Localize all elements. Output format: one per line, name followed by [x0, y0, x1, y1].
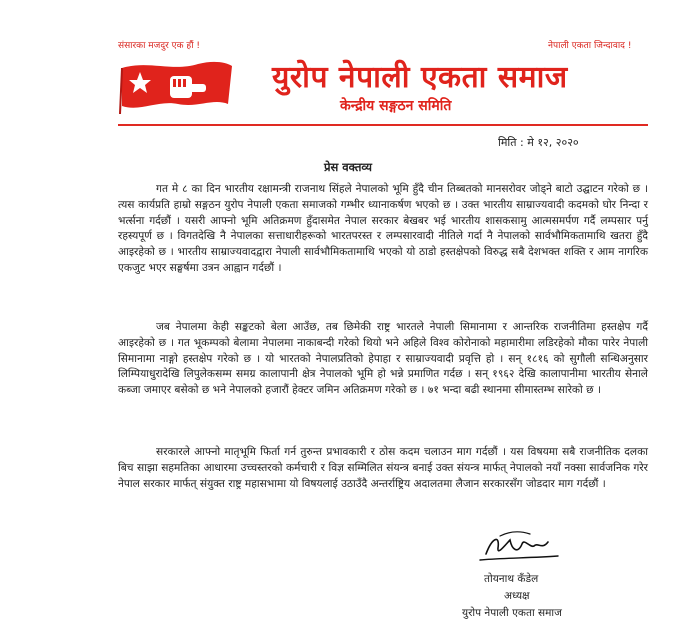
signatory-title: अध्यक्ष: [504, 590, 530, 602]
organization-title: युरोप नेपाली एकता समाज: [272, 60, 568, 95]
document-title: प्रेस वक्तव्य: [323, 160, 373, 174]
body-paragraph-1: गत मे ८ का दिन भारतीय रक्षामन्त्री राजनाथ सिंहले नेपालको भूमि हुँदै चीन तिब्बतको मानसरोवर जोड्ने बाटो उद्घाटन गरेको छ । त्यस कार्यप्रति हाम्रो सङ्गठन युरोप नेपाली एकता समाजको गम्भीर ध्यानाकर्षण भएको छ । उक्त भारतीय साम्राज्यवादी कदमको घोर निन्दा र भर्त्सना गर्दछौं । यसरी आफ्नो भूमि अतिक्रमण हुँदासमेत नेपाल सरकार बेखबर भई भारतीय शासकसामु आत्मसमर्पण गर्दै लम्पसार पर्नु रहस्यपूर्ण छ । विगतदेखि नै नेपालका सत्ताधारीहरूको भारतपरस्त र लम्पसारवादी नीतिले गर्दा नै नेपालको सार्वभौमिकतामाथि खतरा हुँदै आइरहेको छ । भारतीय साम्राज्यवादद्वारा नेपाली सार्वभौमिकतामाथि भएको यो ठाडो हस्तक्षेपको विरुद्ध सबै देशभक्त शक्ति र आम नागरिक एकजुट भएर सङ्घर्षमा उत्रन आह्वान गर्दछौं ।: [118, 183, 648, 274]
body-paragraph-3: सरकारले आफ्नो मातृभूमि फिर्ता गर्न तुरुन्त प्रभावकारी र ठोस कदम चलाउन माग गर्दछौं । यस विषयमा सबै राजनीतिक दलका बिच साझा सहमतिका आधारमा उच्चस्तरको कर्मचारी र विज्ञ सम्मिलित संयन्त्र बनाई उक्त संयन्त्र मार्फत् नेपालको नयाँ नक्सा सार्वजनिक गरेर नेपाल सरकार मार्फत् संयुक्त राष्ट्र महासभामा यो विषयलाई उठाउँदै अन्तर्राष्ट्रिय अदालतमा लैजान सरकारसँग जोडदार माग गर्दछौं ।: [118, 446, 648, 490]
flag-logo-icon: [118, 58, 234, 114]
signatory-name: तोयनाथ कँडेल: [484, 573, 539, 585]
committee-subtitle: केन्द्रीय सङ्गठन समिति: [340, 98, 452, 114]
date-line: मिति : मे १२, २०२०: [498, 136, 579, 149]
slogan-right: नेपाली एकता जिन्दावाद !: [548, 41, 632, 51]
signature-icon: [478, 524, 560, 566]
header-divider: [118, 124, 648, 126]
signatory-organization: युरोप नेपाली एकता समाज: [462, 607, 562, 619]
body-paragraph-2: जब नेपालमा केही सङ्कटको बेला आउँछ, तब छिमेकी राष्ट्र भारतले नेपाली सिमानामा र आन्तरिक राजनीतिमा हस्तक्षेप गर्दै आइरहेको छ । गत भूकम्पको बेलामा नेपालमा नाकाबन्दी गरेको थियो भने अहिले विश्व कोरोनाको महामारीमा लडिरहेको मौका पारेर नेपाली सिमानामा नाङ्गो हस्तक्षेप गरेको छ । यो भारतको नेपालप्रतिको हेपाहा र साम्राज्यवादी प्रवृत्ति हो । सन् १८१६ को सुगौली सन्धिअनुसार लिम्पियाधुरादेखि लिपुलेकसम्म समग्र कालापानी क्षेत्र नेपालको भूमि हो भन्ने प्रमाणित गर्दछ । सन् १९६२ देखि कालापानीमा भारतीय सेनाले कब्जा जमाएर बसेको छ भने नेपालको हजारौं हेक्टर जमिन अतिक्रमण गरेको छ । ७१ भन्दा बढी स्थानमा सीमास्तम्भ सारेको छ ।: [118, 321, 648, 397]
slogan-left: संसारका मजदुर एक हौं !: [118, 41, 200, 51]
